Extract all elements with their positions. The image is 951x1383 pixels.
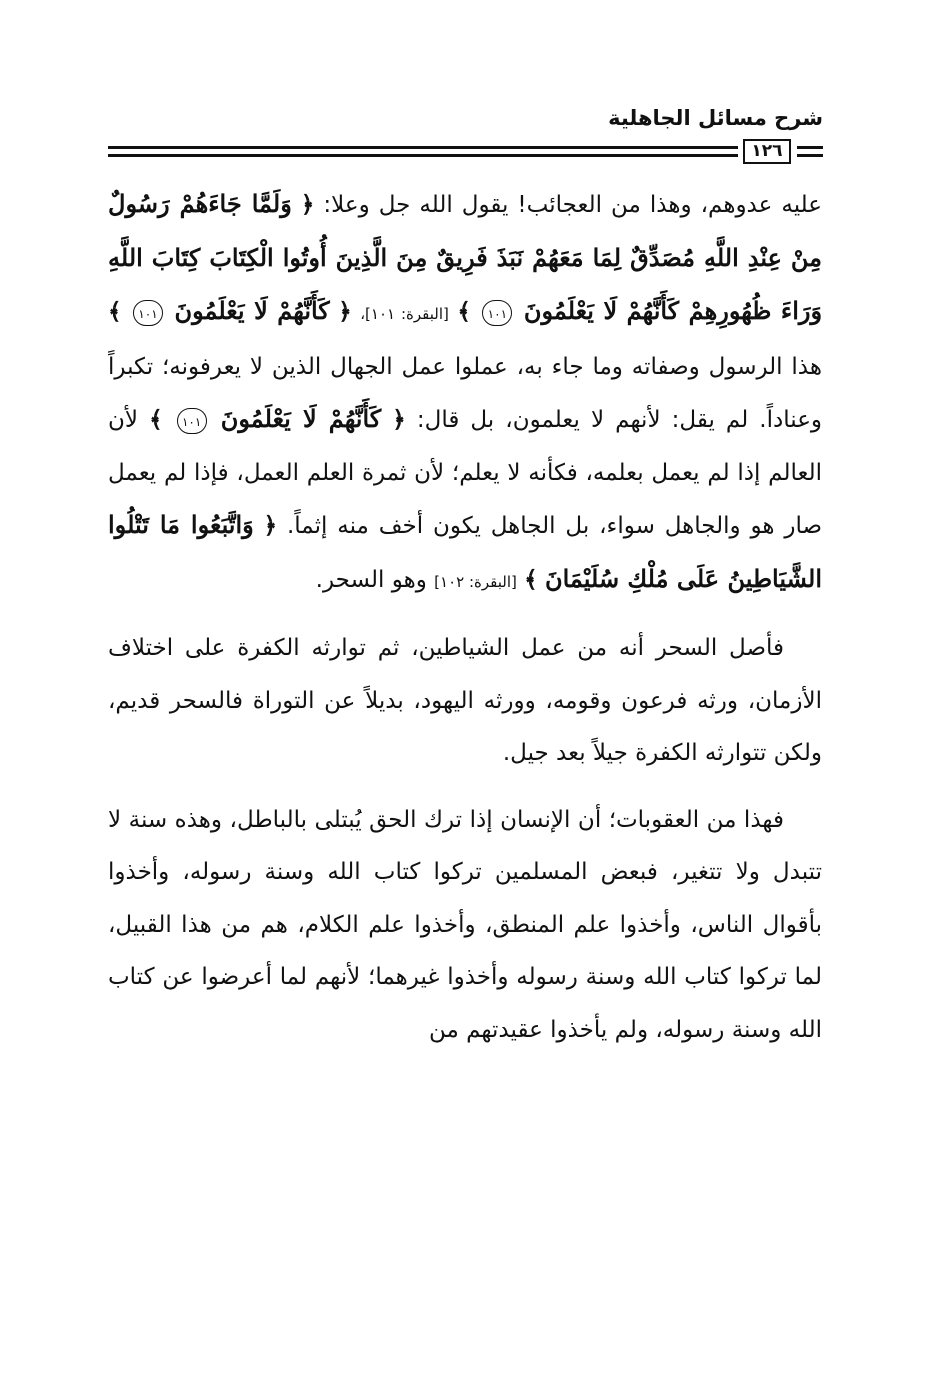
header-rule-right-bottom bbox=[797, 154, 823, 157]
header-rule-top bbox=[108, 146, 738, 149]
open-bracket: ﴿ bbox=[392, 407, 406, 433]
verse-reference: [البقرة: ١٠١]، bbox=[360, 305, 449, 323]
close-bracket: ﴾ bbox=[108, 299, 122, 325]
open-bracket: ﴿ bbox=[263, 513, 278, 539]
open-bracket: ﴿ bbox=[338, 299, 352, 325]
header-rule-right-top bbox=[797, 146, 823, 149]
commentary-text: هذا الرسول وصفاته وما جاء به، عملوا عمل الجهال الذين لا يعرفونه؛ تكبراً وعناداً. لم يقل: لأنهم لا يعلمون، بل قال: bbox=[108, 353, 823, 433]
ayah-number-marker: ١٠١ bbox=[482, 300, 512, 326]
quran-verse: كَأَنَّهُمْ لَا يَعْلَمُونَ bbox=[220, 404, 382, 433]
paragraph-2 bbox=[108, 622, 822, 780]
open-bracket: ﴿ bbox=[300, 192, 315, 218]
quran-verse: وَاتَّبَعُوا مَا تَتْلُوا الشَّيَاطِينُ عَلَى مُلْكِ سُلَيْمَانَ bbox=[108, 510, 822, 593]
commentary-text: وهو السحر. bbox=[315, 566, 427, 593]
ayah-number-marker: ١٠١ bbox=[177, 408, 207, 434]
quran-verse: وَلَمَّا جَاءَهُمْ رَسُولٌ مِنْ عِنْدِ اللَّهِ مُصَدِّقٌ لِمَا مَعَهُمْ نَبَذَ فَرِيقٌ مِنَ الَّذِينَ أُوتُوا الْكِتَابَ كِتَابَ اللَّهِ وَرَاءَ ظُهُورِهِمْ كَأَنَّهُمْ لَا يَعْلَمُونَ bbox=[108, 189, 823, 325]
verse-reference: [البقرة: ١٠٢] bbox=[434, 572, 517, 591]
close-bracket: ﴾ bbox=[524, 566, 538, 593]
page-number: ١٢٦ bbox=[743, 139, 791, 164]
paragraph-2-text: فأصل السحر أنه من عمل الشياطين، ثم توارثه الكفرة على اختلاف الأزمان، ورثه فرعون وقومه، وورثه اليهود، بديلاً عن التوراة فالسحر قديم، ولكن تتوارثه الكفرة جيلاً بعد جيل. bbox=[108, 635, 822, 766]
ayah-number-marker: ١٠١ bbox=[133, 300, 163, 326]
commentary-text: لأن العالم إذا لم يعمل بعلمه، فكأنه لا يعلم؛ لأن ثمرة العلم العمل، فإذا لم يعمل صار هو والجاهل سواء، بل الجاهل يكون أخف منه إثماً. bbox=[108, 407, 823, 539]
body-text bbox=[108, 178, 822, 1056]
running-header-title: شرح مسائل الجاهلية bbox=[608, 106, 823, 130]
paragraph-1 bbox=[108, 178, 822, 608]
close-bracket: ﴾ bbox=[457, 299, 471, 325]
header-rule-bottom bbox=[108, 154, 738, 157]
paragraph-1-intro: عليه عدوهم، وهذا من العجائب! يقول الله جل وعلا: bbox=[323, 192, 822, 218]
paragraph-3 bbox=[108, 794, 822, 1057]
quran-verse: كَأَنَّهُمْ لَا يَعْلَمُونَ bbox=[174, 296, 330, 325]
close-bracket: ﴾ bbox=[149, 407, 163, 433]
paragraph-3-text: فهذا من العقوبات؛ أن الإنسان إذا ترك الحق يُبتلى بالباطل، وهذه سنة لا تتبدل ولا تتغير، فبعض المسلمين تركوا كتاب الله وسنة رسوله، وأخذوا بأقوال الناس، وأخذوا علم المنطق، وأخذوا علم الكلام، هم من هذا القبيل، لما تركوا كتاب الله وسنة رسوله وأخذوا غيرهما؛ لأنهم لما أعرضوا عن كتاب الله وسنة رسوله، ولم يأخذوا عقيدتهم من bbox=[108, 806, 822, 1043]
